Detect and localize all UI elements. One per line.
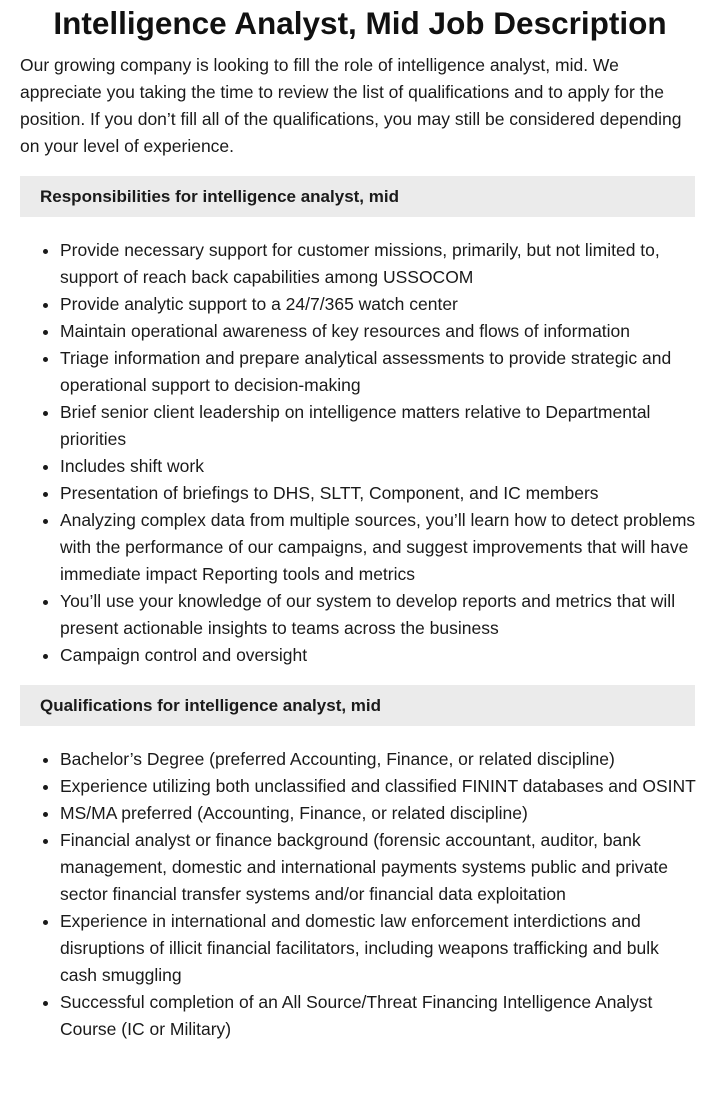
list-item: • Provide necessary support for customer missions, primarily, but not limited to, support of reach back capabilities among USSOCOM: [60, 237, 700, 291]
list-item: • Triage information and prepare analytical assessments to provide strategic and operational support to decision-making: [60, 345, 700, 399]
list-item: • Presentation of briefings to DHS, SLTT, Component, and IC members: [60, 480, 700, 507]
qualifications-section: [0, 685, 720, 1043]
intro-paragraph: Our growing company is looking to fill the role of intelligence analyst, mid. We appreciate you taking the time to review the list of qualifications and to apply for the position. If you don’t fill all of the qualifications, you may still be considered depending on your level of experience.: [20, 55, 682, 156]
qualifications-list: [20, 746, 700, 1043]
list-item: • Experience in international and domestic law enforcement interdictions and disruptions of illicit financial facilitators, including weapons trafficking and bulk cash smuggling: [60, 908, 700, 989]
section-heading: Responsibilities for intelligence analyst, mid: [20, 176, 695, 217]
list-item: • Campaign control and oversight: [60, 642, 700, 669]
list-item: • MS/MA preferred (Accounting, Finance, or related discipline): [60, 800, 700, 827]
list-item: • Bachelor’s Degree (preferred Accounting, Finance, or related discipline): [60, 746, 700, 773]
list-item: • Maintain operational awareness of key resources and flows of information: [60, 318, 700, 345]
list-item: • Analyzing complex data from multiple sources, you’ll learn how to detect problems with the performance of our campaigns, and suggest improvements that will have immediate impact Reporting tools and metrics: [60, 507, 700, 588]
list-item: • You’ll use your knowledge of our system to develop reports and metrics that will present actionable insights to teams across the business: [60, 588, 700, 642]
list-item: • Includes shift work: [60, 453, 700, 480]
list-item: • Brief senior client leadership on intelligence matters relative to Departmental priorities: [60, 399, 700, 453]
page-title: Intelligence Analyst, Mid Job Description: [53, 5, 667, 41]
list-item: • Provide analytic support to a 24/7/365 watch center: [60, 291, 700, 318]
list-item: • Experience utilizing both unclassified and classified FININT databases and OSINT: [60, 773, 700, 800]
responsibilities-list: [20, 237, 700, 669]
list-item: • Financial analyst or finance background (forensic accountant, auditor, bank management, domestic and international payments systems public and private sector financial transfer systems and/or financial data exploitation: [60, 827, 700, 908]
list-item: • Successful completion of an All Source/Threat Financing Intelligence Analyst Course (IC or Military): [60, 989, 700, 1043]
responsibilities-section: [0, 176, 720, 669]
section-heading: Qualifications for intelligence analyst, mid: [20, 685, 695, 726]
